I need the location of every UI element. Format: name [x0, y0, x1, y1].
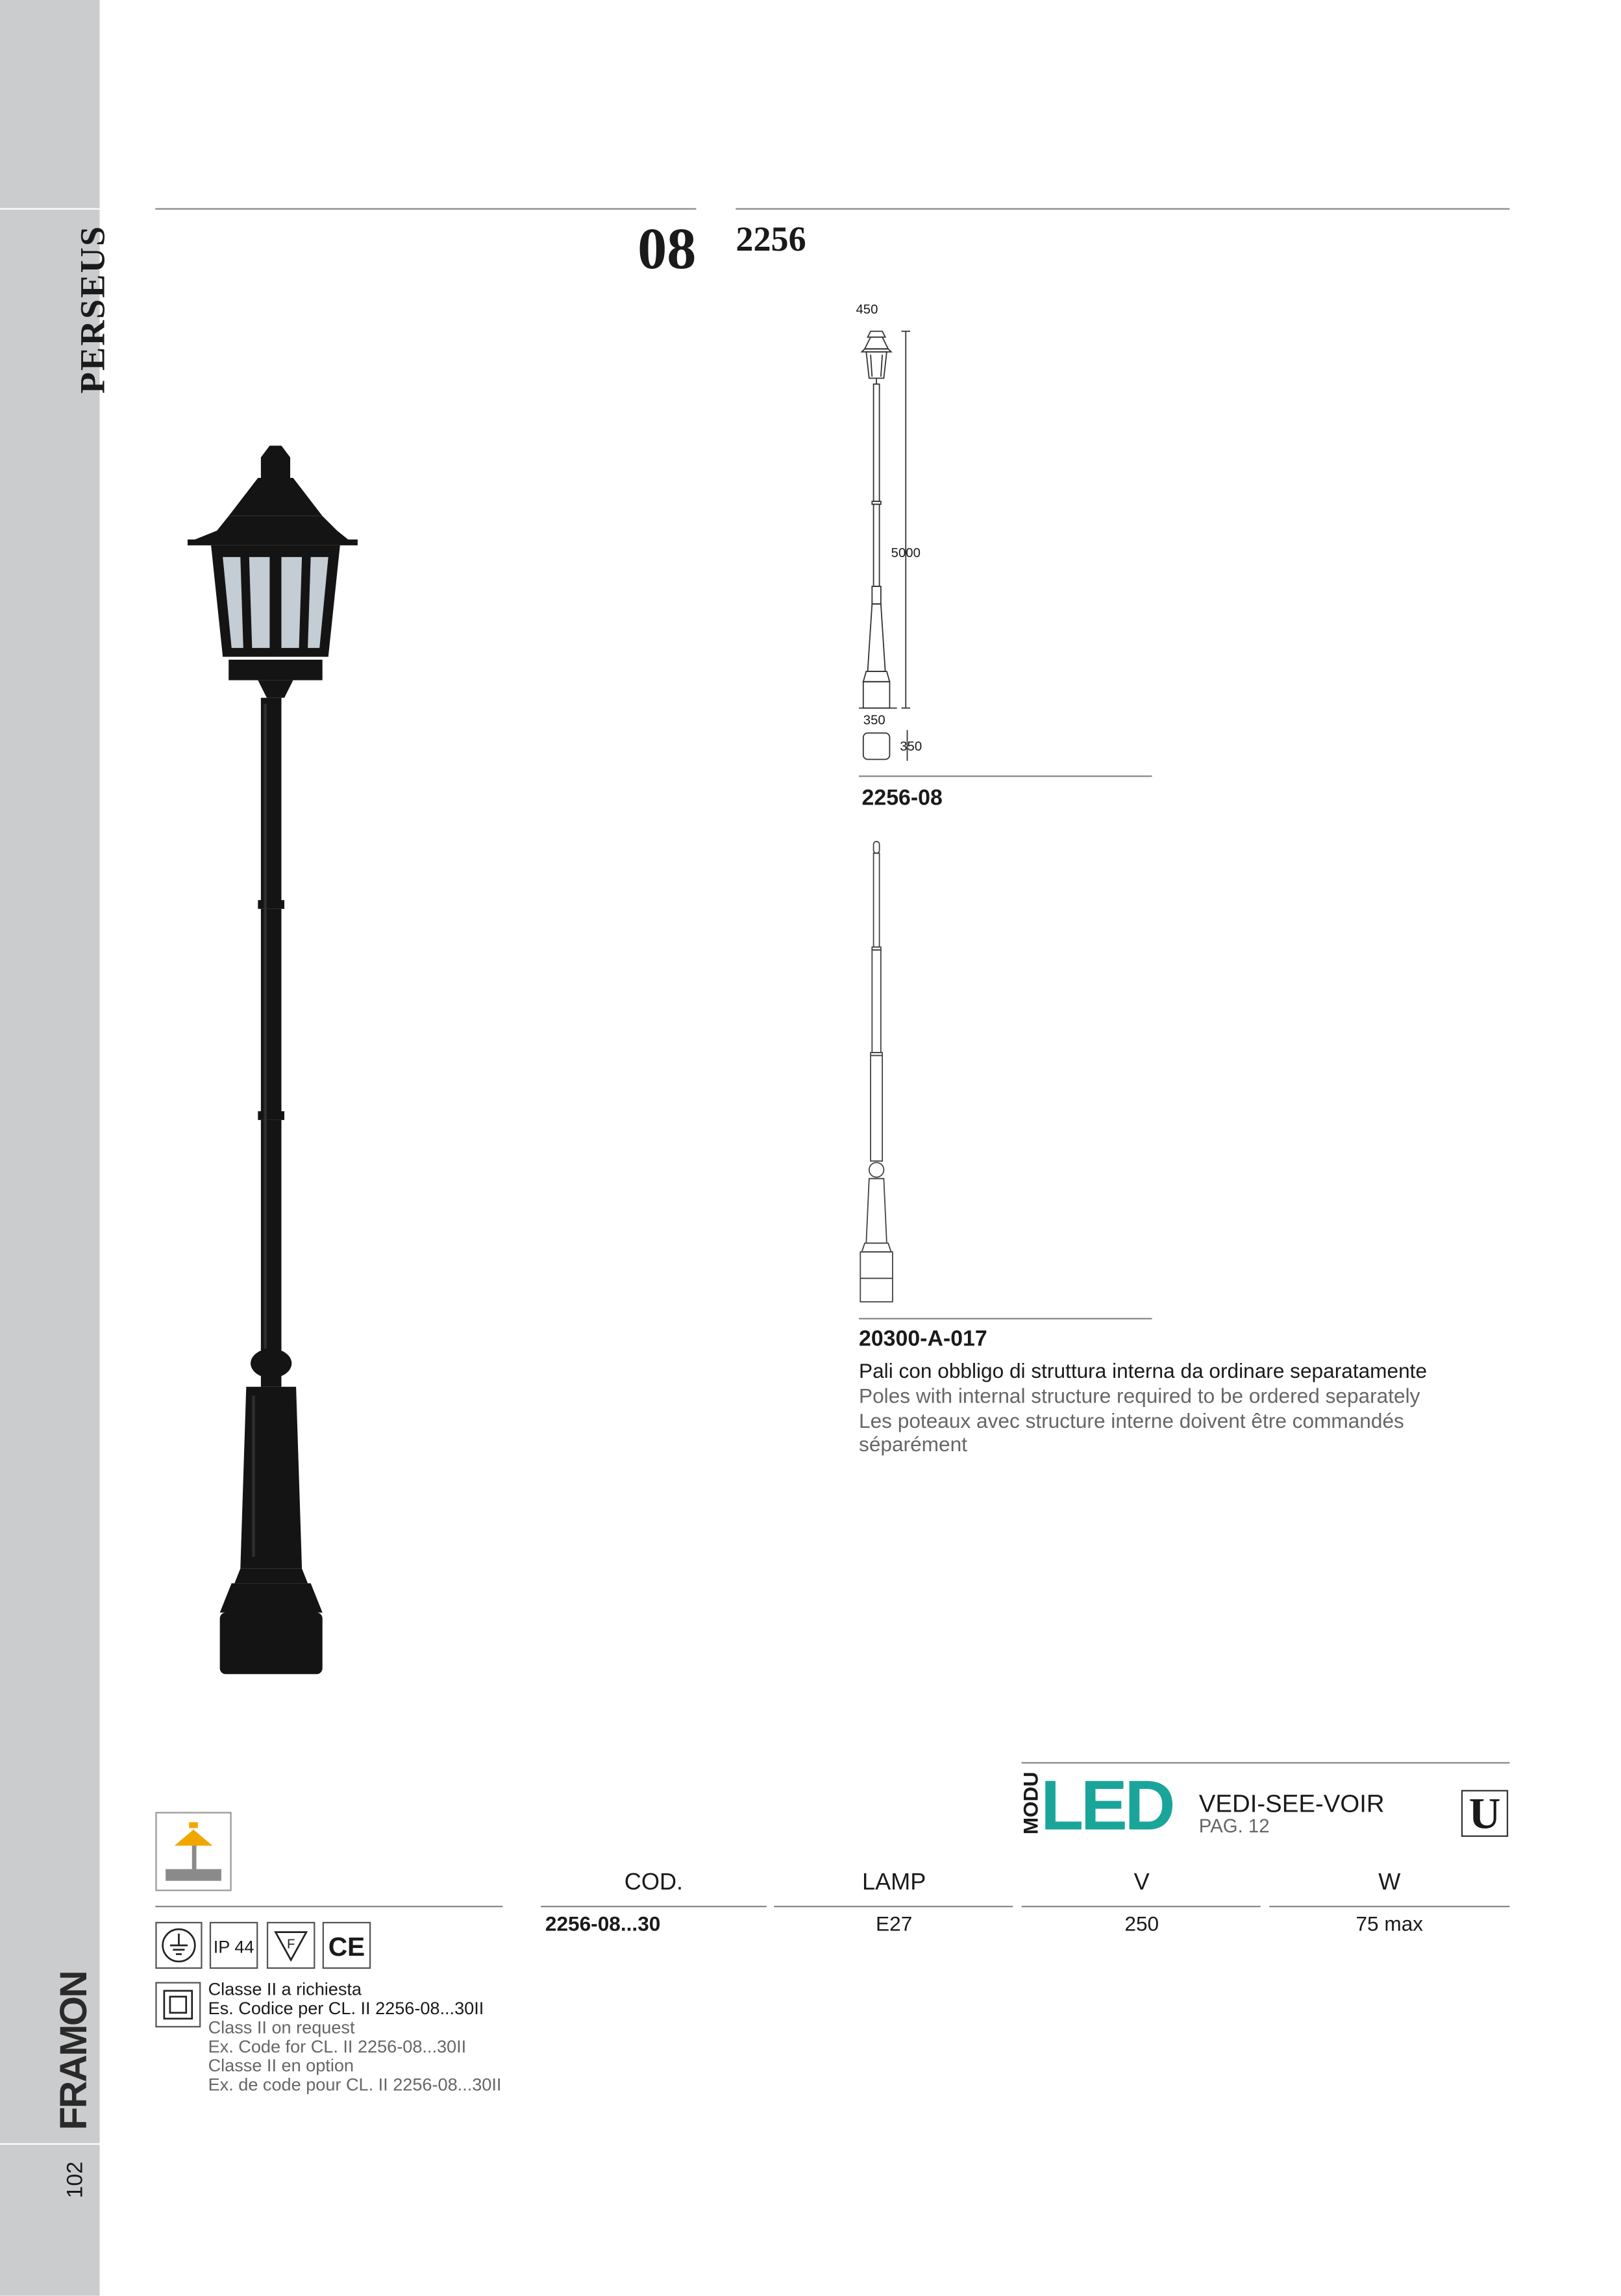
led-label: LED — [1040, 1767, 1173, 1846]
class2-en-example: Ex. Code for CL. II 2256-08...30II — [208, 2036, 467, 2057]
table-header-code: COD. — [624, 1870, 684, 1896]
svg-text:F: F — [286, 1937, 295, 1952]
dim-height: 5000 — [891, 545, 921, 560]
product-rule — [859, 775, 1152, 777]
pole-note-fr: Les poteaux avec structure interne doivent être commandés — [859, 1408, 1404, 1432]
class-ii-icon — [155, 1982, 201, 2027]
header-rule-right — [736, 208, 1509, 210]
pole-note-en: Poles with internal structure required to be ordered separately — [859, 1384, 1420, 1408]
ce-mark-icon: CE — [323, 1922, 371, 1969]
table-header-watt: W — [1378, 1870, 1401, 1896]
dim-width-top: 450 — [856, 302, 878, 317]
table-rule — [1269, 1906, 1509, 1907]
page-reference: PAG. 12 — [1198, 1815, 1270, 1837]
modu-label: MODU — [1019, 1771, 1043, 1835]
class2-it: Classe II a richiesta — [208, 1978, 362, 2000]
pole-rule — [859, 1318, 1152, 1319]
class2-it-example: Es. Codice per CL. II 2256-08...30II — [208, 1998, 484, 2019]
ground-mount-icon — [155, 1812, 231, 1891]
class2-fr: Classe II en option — [208, 2055, 354, 2076]
class2-fr-example: Ex. de code pour CL. II 2256-08...30II — [208, 2074, 502, 2095]
table-rule — [155, 1906, 502, 1907]
u-badge: U — [1461, 1790, 1508, 1837]
table-header-lamp: LAMP — [861, 1870, 926, 1896]
table-rule — [541, 1906, 767, 1907]
pole-drawing — [853, 838, 911, 1307]
table-rule — [1022, 1906, 1261, 1907]
table-cell-voltage: 250 — [1124, 1912, 1159, 1936]
dim-base-width: 350 — [900, 738, 922, 754]
table-cell-watt: 75 max — [1355, 1912, 1424, 1936]
page-number: 102 — [63, 2161, 88, 2199]
earth-symbol-icon — [155, 1922, 202, 1969]
modu-led-rule — [1022, 1762, 1510, 1764]
dimension-drawing — [850, 293, 952, 762]
series-name: PERSEUS — [75, 225, 113, 394]
dim-base-depth: 350 — [863, 712, 885, 727]
table-cell-lamp: E27 — [876, 1912, 913, 1936]
table-rule — [774, 1906, 1013, 1907]
lamp-post-photo — [176, 440, 381, 1701]
ip-rating-icon: IP 44 — [210, 1922, 258, 1969]
see-label: VEDI-SEE-VOIR — [1198, 1790, 1385, 1818]
flammable-surface-icon — [267, 1922, 316, 1969]
header-rule-left — [155, 208, 696, 210]
model-number: 2256 — [736, 221, 806, 260]
pole-note-it: Pali con obbligo di struttura interna da ordinare separatamente — [859, 1358, 1428, 1383]
family-code: 08 — [637, 215, 697, 282]
brand-logo: FRAMON — [51, 1971, 95, 2130]
class2-en: Class II on request — [208, 2017, 355, 2038]
product-code: 2256-08 — [861, 786, 943, 811]
pole-note-fr-cont: séparément — [859, 1432, 967, 1456]
table-cell-code: 2256-08...30 — [545, 1912, 661, 1936]
table-header-voltage: V — [1133, 1870, 1150, 1896]
pole-code: 20300-A-017 — [859, 1327, 987, 1352]
